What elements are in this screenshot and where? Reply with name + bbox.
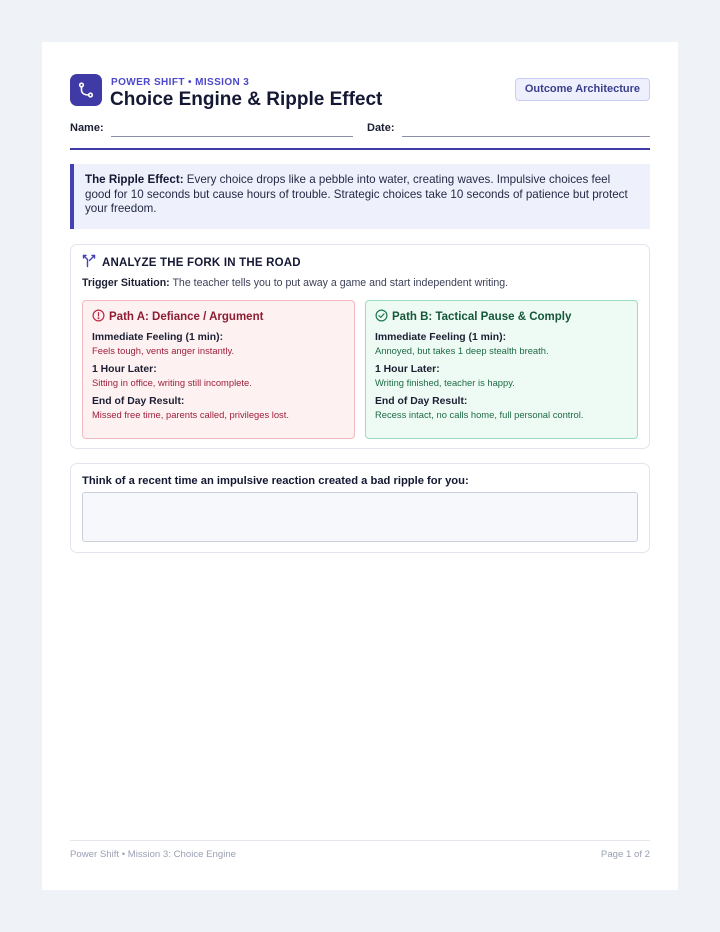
path-a-panel bbox=[82, 300, 355, 439]
reflection-answer-box[interactable] bbox=[82, 492, 638, 542]
fork-analysis-card bbox=[70, 244, 650, 449]
trigger-situation bbox=[82, 277, 508, 289]
trigger-text: The teacher tells you to put away a game and start independent writing. bbox=[169, 277, 509, 289]
alert-circle-icon bbox=[92, 309, 105, 325]
category-badge: Outcome Architecture bbox=[515, 78, 650, 101]
fork-icon bbox=[82, 254, 96, 273]
student-fields bbox=[70, 122, 650, 138]
path-a-header bbox=[92, 309, 345, 325]
path-b-hour-value: Writing finished, teacher is happy. bbox=[375, 377, 515, 388]
path-b-immediate-value: Annoyed, but takes 1 deep stealth breath. bbox=[375, 345, 549, 356]
reflection-question: Think of a recent time an impulsive reaction created a bad ripple for you: bbox=[82, 475, 469, 487]
page-title: Choice Engine & Ripple Effect bbox=[110, 89, 383, 110]
path-b-header bbox=[375, 309, 628, 325]
path-b-immediate-label: Immediate Feeling (1 min): bbox=[375, 332, 507, 343]
header-divider bbox=[70, 148, 650, 150]
path-a-title: Path A: Defiance / Argument bbox=[109, 311, 264, 323]
footer-divider bbox=[70, 840, 650, 841]
check-circle-icon bbox=[375, 309, 388, 325]
callout-body: Every choice drops like a pebble into water, creating waves. Impulsive choices feel good for 10 seconds but cause hours of trouble. Strategic choices take 10 seconds of patience but protect your freedom. bbox=[85, 173, 628, 215]
header bbox=[70, 74, 650, 110]
card-header bbox=[82, 255, 301, 271]
path-b-end-label: End of Day Result: bbox=[375, 396, 468, 407]
path-a-hour-label: 1 Hour Later: bbox=[92, 364, 157, 375]
date-label: Date: bbox=[367, 122, 395, 134]
path-b-hour-label: 1 Hour Later: bbox=[375, 364, 440, 375]
page-number: Page 1 of 2 bbox=[600, 849, 650, 860]
card-title: ANALYZE THE FORK IN THE ROAD bbox=[102, 257, 301, 269]
callout-lead: The Ripple Effect: bbox=[85, 173, 184, 186]
mission-eyebrow: POWER SHIFT • MISSION 3 bbox=[111, 77, 250, 88]
path-a-end-label: End of Day Result: bbox=[92, 396, 185, 407]
trigger-label: Trigger Situation: bbox=[82, 277, 170, 289]
reflection-card bbox=[70, 463, 650, 553]
branch-icon bbox=[70, 74, 102, 106]
footer-left: Power Shift • Mission 3: Choice Engine bbox=[70, 849, 236, 860]
path-b-title: Path B: Tactical Pause & Comply bbox=[392, 311, 572, 323]
path-a-end-value: Missed free time, parents called, privileges lost. bbox=[92, 409, 289, 420]
path-a-hour-value: Sitting in office, writing still incomplete. bbox=[92, 377, 252, 388]
name-label: Name: bbox=[70, 122, 104, 134]
path-b-panel bbox=[365, 300, 638, 439]
path-b-end-value: Recess intact, no calls home, full personal control. bbox=[375, 409, 584, 420]
path-a-immediate-label: Immediate Feeling (1 min): bbox=[92, 332, 224, 343]
date-field[interactable] bbox=[402, 136, 650, 137]
name-field[interactable] bbox=[111, 136, 353, 137]
path-a-immediate-value: Feels tough, vents anger instantly. bbox=[92, 345, 235, 356]
worksheet-page bbox=[42, 42, 678, 890]
ripple-effect-callout bbox=[70, 164, 650, 229]
